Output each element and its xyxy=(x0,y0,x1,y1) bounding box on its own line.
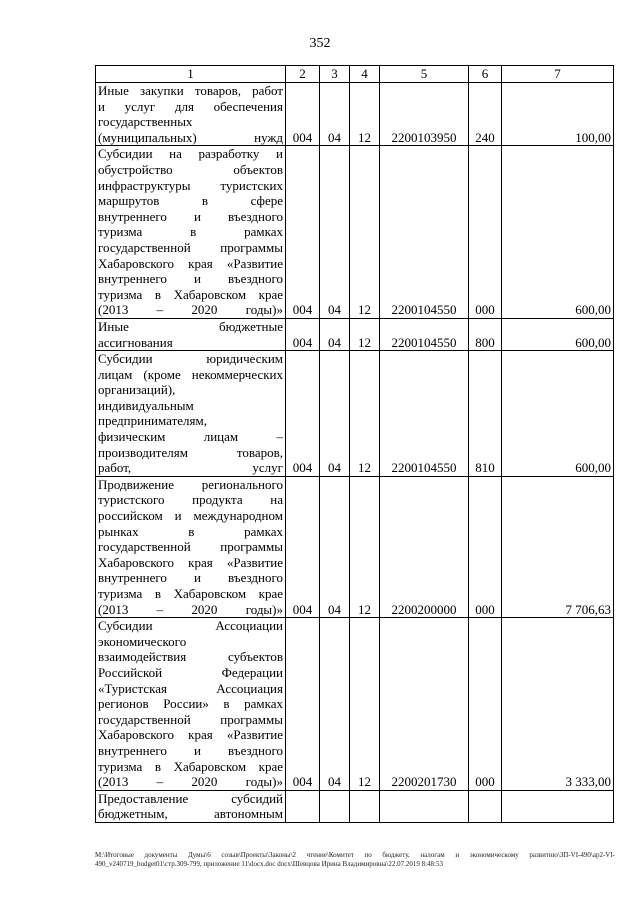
description-line: «Туристская Ассоциация xyxy=(98,680,283,696)
row-description xyxy=(96,476,286,617)
description-line: инфраструктуры туристских xyxy=(98,177,283,193)
cell-subsection xyxy=(350,790,380,822)
description-line: Субсидии на разработку и xyxy=(98,146,283,162)
cell-target-article: 2200201730 xyxy=(380,618,469,791)
cell-section: 04 xyxy=(320,618,350,791)
row-description xyxy=(96,618,286,791)
cell-target-article xyxy=(380,790,469,822)
header-col-3: 3 xyxy=(320,66,350,83)
cell-section: 04 xyxy=(320,318,350,350)
cell-section: 04 xyxy=(320,476,350,617)
description-line: внутреннего и въездного xyxy=(98,570,283,586)
description-line: туризма в Хабаровском крае xyxy=(98,586,283,601)
description-line: бюджетным, автономным xyxy=(98,806,283,822)
row-description xyxy=(96,146,286,319)
description-line: туризма в рамках xyxy=(98,224,283,240)
cell-target-article: 2200103950 xyxy=(380,83,469,146)
cell-section: 04 xyxy=(320,146,350,319)
description-line: индивидуальным xyxy=(98,397,194,413)
description-line: экономического xyxy=(98,633,187,649)
description-line: туристского продукта на xyxy=(98,492,283,508)
description-line: (2013 – 2020 годы)» xyxy=(98,774,283,790)
description-line: (2013 – 2020 годы)» xyxy=(98,302,283,318)
header-col-4: 4 xyxy=(350,66,380,83)
cell-target-article: 2200200000 xyxy=(380,476,469,617)
header-col-6: 6 xyxy=(469,66,502,83)
description-line: маршрутов в сфере xyxy=(98,193,283,209)
cell-expense-type: 000 xyxy=(469,476,502,617)
cell-expense-type: 800 xyxy=(469,318,502,350)
cell-ministry-code xyxy=(286,790,320,822)
cell-target-article: 2200104550 xyxy=(380,351,469,477)
description-line: регионов России» в рамках xyxy=(98,696,283,712)
description-line: ассигнования xyxy=(98,334,173,350)
description-line: и услуг для обеспечения xyxy=(98,98,283,114)
cell-subsection: 12 xyxy=(350,318,380,350)
table-body xyxy=(96,83,614,823)
cell-amount: 600,00 xyxy=(502,318,614,350)
cell-ministry-code: 004 xyxy=(286,476,320,617)
table-row xyxy=(96,790,614,822)
header-col-7: 7 xyxy=(502,66,614,83)
description-line: Хабаровского края «Развитие xyxy=(98,255,283,271)
cell-ministry-code: 004 xyxy=(286,146,320,319)
header-row xyxy=(96,66,614,83)
row-description xyxy=(96,318,286,350)
table-row xyxy=(96,146,614,319)
description-line: государственной программы xyxy=(98,711,283,727)
cell-amount: 600,00 xyxy=(502,146,614,319)
cell-section: 04 xyxy=(320,351,350,477)
description-line: туризма в Хабаровском крае xyxy=(98,758,283,774)
row-description xyxy=(96,790,286,822)
description-line: Субсидии Ассоциации xyxy=(98,618,283,634)
description-line: лицам (кроме некоммерческих xyxy=(98,366,283,382)
page-number: 352 xyxy=(309,36,331,51)
description-line: внутреннего и въездного xyxy=(98,271,283,287)
cell-expense-type: 000 xyxy=(469,146,502,319)
cell-expense-type xyxy=(469,790,502,822)
description-line: (муниципальных) нужд xyxy=(98,129,283,145)
description-line: работ, услуг xyxy=(98,460,283,476)
cell-subsection: 12 xyxy=(350,618,380,791)
description-line: внутреннего и въездного xyxy=(98,208,283,224)
description-line: государственных xyxy=(98,114,193,130)
description-line: предпринимателям, xyxy=(98,413,207,429)
description-line: государственной программы xyxy=(98,539,283,555)
budget-table xyxy=(95,65,614,823)
description-line: российском и международном xyxy=(98,508,283,524)
row-description xyxy=(96,351,286,477)
table-row xyxy=(96,318,614,350)
cell-ministry-code: 004 xyxy=(286,351,320,477)
table-row xyxy=(96,618,614,791)
cell-section: 04 xyxy=(320,83,350,146)
cell-ministry-code: 004 xyxy=(286,83,320,146)
cell-subsection: 12 xyxy=(350,476,380,617)
cell-amount xyxy=(502,790,614,822)
header-col-2: 2 xyxy=(286,66,320,83)
cell-expense-type: 240 xyxy=(469,83,502,146)
description-line: производителям товаров, xyxy=(98,444,283,460)
header-col-1: 1 xyxy=(96,66,286,83)
cell-ministry-code: 004 xyxy=(286,618,320,791)
description-line: организаций), xyxy=(98,382,176,398)
cell-target-article: 2200104550 xyxy=(380,146,469,319)
description-line: туризма в Хабаровском крае xyxy=(98,286,283,302)
cell-expense-type: 000 xyxy=(469,618,502,791)
description-line: Российской Федерации xyxy=(98,664,283,680)
description-line: внутреннего и въездного xyxy=(98,742,283,758)
description-line: взаимодействия субъектов xyxy=(98,649,283,665)
cell-target-article: 2200104550 xyxy=(380,318,469,350)
cell-subsection: 12 xyxy=(350,83,380,146)
description-line: Субсидии юридическим xyxy=(98,351,283,367)
description-line: Предоставление субсидий xyxy=(98,790,283,806)
cell-subsection: 12 xyxy=(350,146,380,319)
cell-amount: 7 706,63 xyxy=(502,476,614,617)
description-line: рынках в рамках xyxy=(98,523,283,539)
file-path-footer: M:\Итоговые документы Думы\6 созыв\Проекты\Законы\2 чтение\Комитет по бюджету, налогам и экономическому развитию\ЗП-VI-490\ap2-VI-490_v240719_budget01\стр.309-799, приложение 11\docx.doc docx\Шевцова Ирина Владимировна\22.07.2019 8:48:53 xyxy=(95,851,615,868)
cell-ministry-code: 004 xyxy=(286,318,320,350)
cell-amount: 3 333,00 xyxy=(502,618,614,791)
description-line: Продвижение регионального xyxy=(98,476,283,492)
table-row xyxy=(96,83,614,146)
description-line: Хабаровского края «Развитие xyxy=(98,727,283,743)
cell-expense-type: 810 xyxy=(469,351,502,477)
description-line: (2013 – 2020 годы)» xyxy=(98,601,283,617)
row-description xyxy=(96,83,286,146)
header-col-5: 5 xyxy=(380,66,469,83)
description-line: Хабаровского края «Развитие xyxy=(98,554,283,570)
description-line: обустройство объектов xyxy=(98,161,283,177)
cell-subsection: 12 xyxy=(350,351,380,477)
cell-amount: 600,00 xyxy=(502,351,614,477)
table-row xyxy=(96,351,614,477)
description-line: Иные закупки товаров, работ xyxy=(98,83,283,98)
description-line: Иные бюджетные xyxy=(98,318,283,334)
description-line: физическим лицам – xyxy=(98,429,283,445)
cell-section xyxy=(320,790,350,822)
description-line: государственной программы xyxy=(98,239,283,255)
cell-amount: 100,00 xyxy=(502,83,614,146)
table-row xyxy=(96,476,614,617)
